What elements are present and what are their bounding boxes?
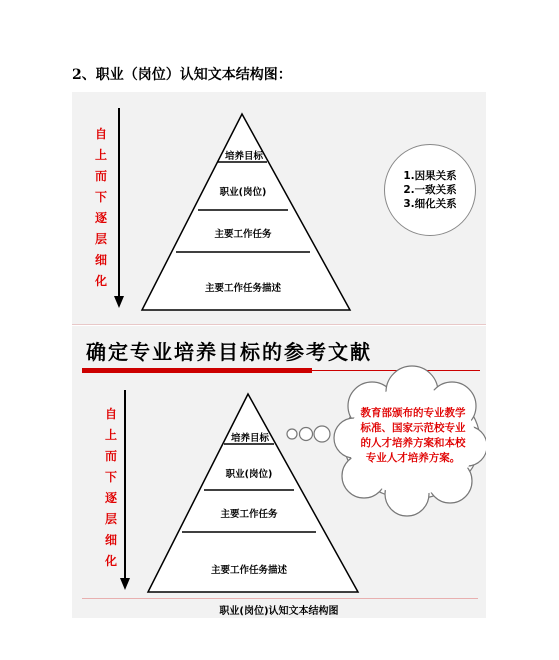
vertical-char: 而 [94,169,107,183]
vertical-char: 化 [104,554,117,568]
tier-label: 培养目标 [230,433,270,444]
vertical-char: 自 [94,127,107,141]
tier-label: 职业(岗位) [219,187,267,198]
vertical-char: 层 [104,512,117,526]
section-heading: 2、职业（岗位）认知文本结构图： [72,67,292,83]
vertical-char: 细 [94,253,107,267]
reference-docs-text: 教育部颁布的专业教学标准、国家示范校专业的人才培养方案和本校专业人才培养方案。 [360,407,466,464]
vertical-char: 化 [94,274,107,288]
tier-label: 职业(岗位) [225,469,273,480]
tier-label: 培养目标 [224,151,264,162]
relations-bubble [384,144,476,236]
vertical-char: 逐 [94,211,107,225]
panel-title: 确定专业培养目标的参考文献 [86,340,372,364]
relation-item: 2.一致关系 [403,184,457,196]
structure-diagram-panel [72,92,486,325]
vertical-char: 上 [94,148,107,162]
caption-divider [82,598,478,599]
reference-docs-panel [72,326,486,618]
vertical-char: 上 [104,428,117,442]
vertical-char: 层 [94,232,107,246]
tier-label: 主要工作任务 [214,229,272,240]
vertical-char: 下 [94,190,107,204]
vertical-char: 而 [104,449,117,463]
diagram-caption: 职业(岗位)认知文本结构图 [219,606,339,617]
tier-label: 主要工作任务描述 [210,565,288,576]
tier-label: 主要工作任务 [220,509,278,520]
relation-item: 3.细化关系 [403,198,457,210]
vertical-char: 逐 [104,491,117,505]
vertical-char: 下 [104,470,117,484]
vertical-char: 自 [104,407,117,421]
relation-item: 1.因果关系 [403,170,457,182]
tier-label: 主要工作任务描述 [204,283,282,294]
vertical-char: 细 [104,533,117,547]
